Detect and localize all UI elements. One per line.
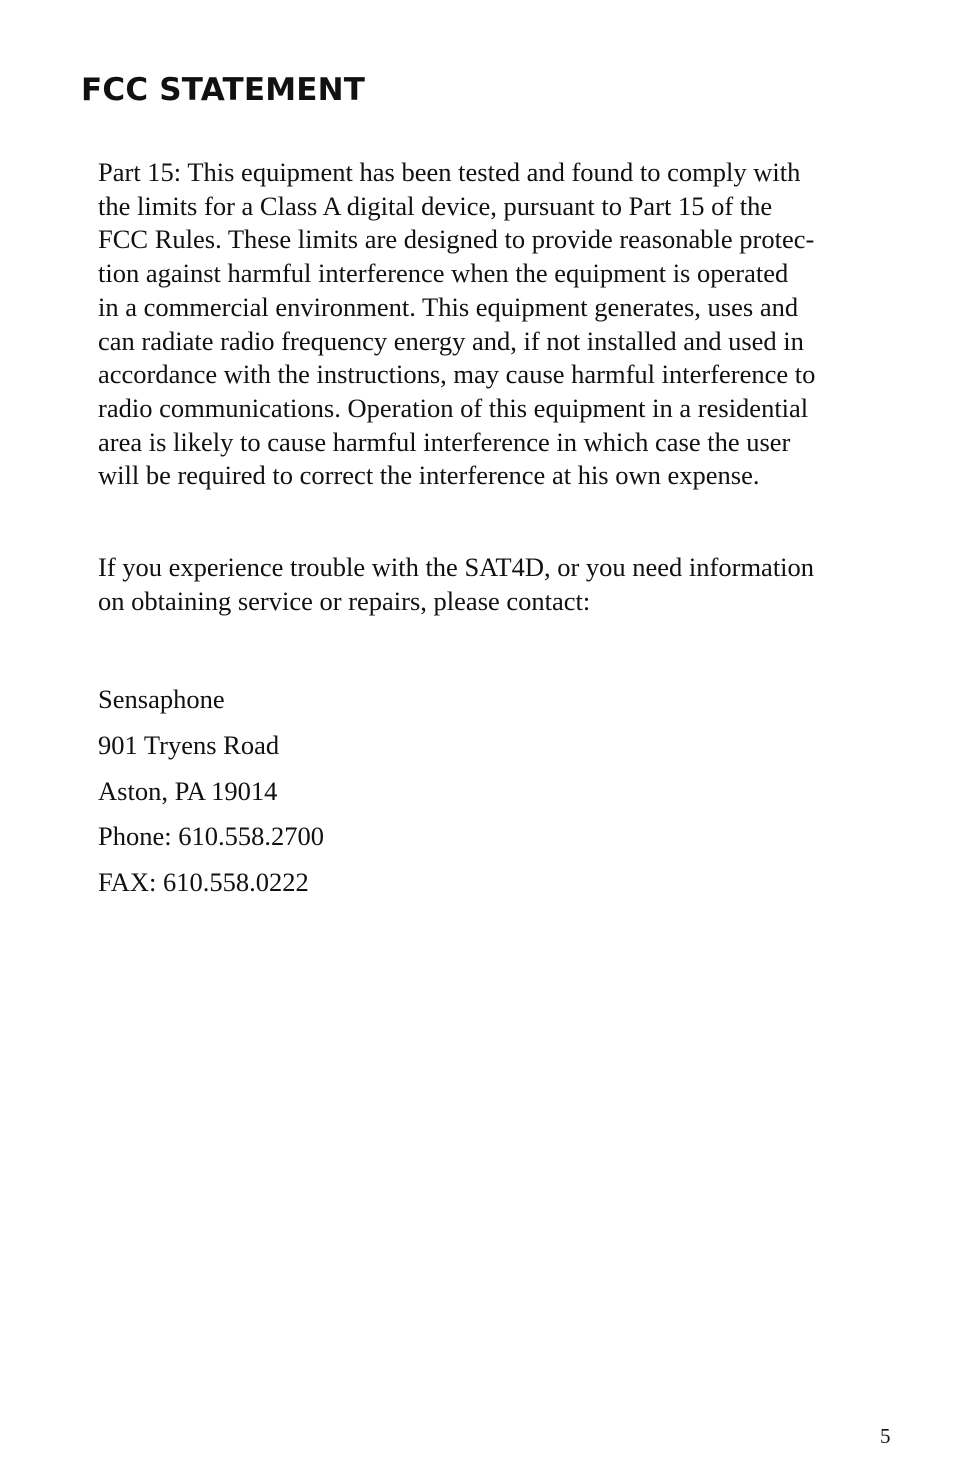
section-title: FCC STATEMENT bbox=[81, 72, 366, 108]
contact-address-block bbox=[98, 677, 324, 906]
contact-intro-line: If you experience trouble with the SAT4D, or you need information bbox=[98, 552, 815, 582]
fcc-paragraph-line: FCC Rules. These limits are designed to provide reasonable protec- bbox=[98, 224, 815, 255]
page-number: 5 bbox=[880, 1424, 891, 1448]
fcc-paragraph-line: radio communications. Operation of this equipment in a residential bbox=[98, 392, 809, 423]
fcc-paragraph-line: in a commercial environment. This equipment generates, uses and bbox=[98, 291, 799, 322]
fcc-paragraph-line: can radiate radio frequency energy and, if not installed and used in bbox=[98, 325, 804, 356]
contact-intro-line: on obtaining service or repairs, please contact: bbox=[98, 585, 591, 616]
street-address: 901 Tryens Road bbox=[98, 729, 280, 760]
city-state-zip: Aston, PA 19014 bbox=[98, 775, 278, 806]
fcc-paragraph-line: will be required to correct the interference at his own expense. bbox=[98, 460, 760, 491]
fax-number: FAX: 610.558.0222 bbox=[98, 867, 309, 898]
fcc-paragraph-line: tion against harmful interference when the equipment is operated bbox=[98, 258, 789, 289]
fcc-paragraph-line: area is likely to cause harmful interference in which case the user bbox=[98, 426, 791, 457]
fcc-paragraph-line: accordance with the instructions, may cause harmful interference to bbox=[98, 359, 816, 390]
fcc-paragraph-line: Part 15: This equipment has been tested and found to comply with bbox=[98, 157, 801, 187]
fcc-paragraph-line: the limits for a Class A digital device, pursuant to Part 15 of the bbox=[98, 190, 773, 221]
phone-number: Phone: 610.558.2700 bbox=[98, 821, 324, 852]
company-name: Sensaphone bbox=[98, 684, 225, 714]
contact-intro-paragraph bbox=[98, 551, 898, 618]
fcc-statement-paragraph bbox=[98, 156, 898, 493]
